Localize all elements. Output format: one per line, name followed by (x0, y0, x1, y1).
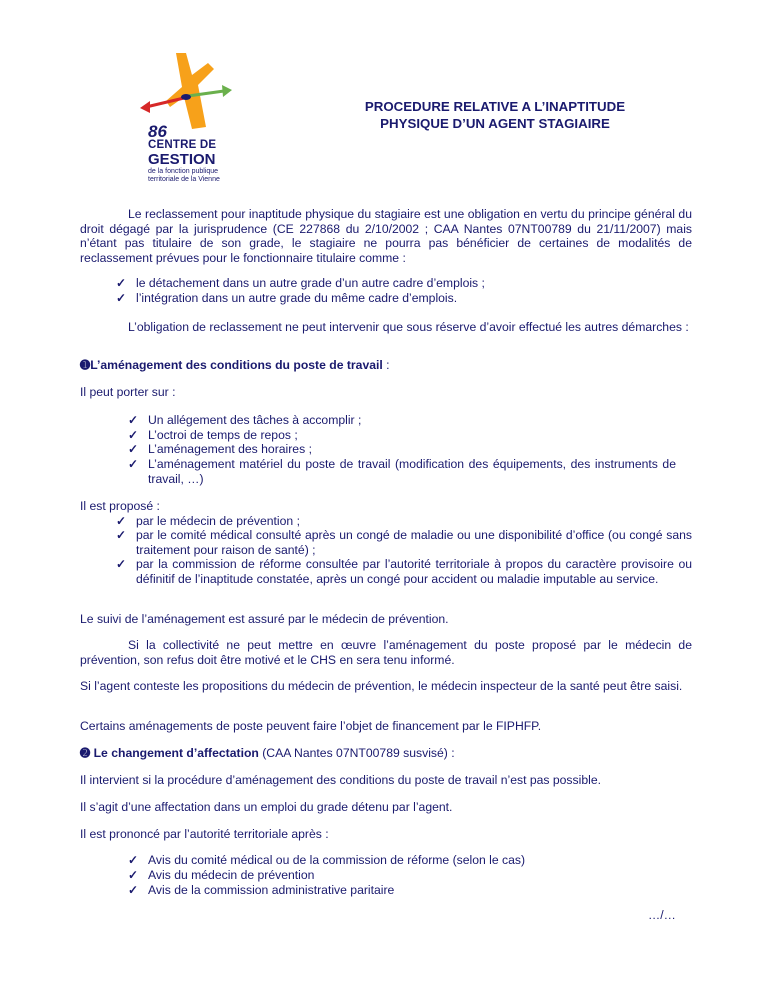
propose-label: Il est proposé : (80, 499, 160, 513)
intervient-paragraph: Il intervient si la procédure d’aménagement des conditions du poste de travail n’est pas possible. (80, 773, 601, 787)
section-2-heading: ➋ Le changement d’affectation (CAA Nantes 07NT00789 susvisé) : (80, 746, 455, 760)
number-1-icon: ➊ (80, 358, 91, 372)
list-item: ✓ L’aménagement des horaires ; (128, 442, 312, 456)
list-item: ✓ L’octroi de temps de repos ; (128, 428, 298, 442)
title-line-1: PROCEDURE RELATIVE A L’INAPTITUDE (364, 99, 626, 114)
logo-line-subtitle: de la fonction publique territoriale de la Vienne (148, 168, 220, 183)
title-line-2: PHYSIQUE D’UN AGENT STAGIAIRE (380, 116, 610, 131)
list-item: ✓ Avis du comité médical ou de la commission de réforme (selon le cas) (128, 853, 526, 867)
logo-line-gestion: GESTION (148, 151, 216, 168)
check-icon: ✓ (116, 276, 127, 290)
porter-label: Il peut porter sur : (80, 385, 176, 399)
check-icon: ✓ (128, 457, 139, 471)
list-item: ✓ par le comité médical consulté après un congé de maladie ou une disponibilité d’office (ou congé sans traitement pour raison de santé) ; (116, 528, 692, 557)
list-item: ✓ par la commission de réforme consultée par l’autorité territoriale à propos du caractère provisoire ou définitif de l’inaptitude constatée, après un congé pour accident ou maladie imputable au service. (116, 557, 692, 586)
check-icon: ✓ (128, 428, 139, 442)
number-2-icon: ➋ (80, 746, 91, 760)
check-icon: ✓ (128, 868, 139, 882)
check-icon: ✓ (116, 528, 127, 542)
list-item: ✓ par le médecin de prévention ; (116, 514, 300, 528)
check-icon: ✓ (128, 413, 139, 427)
list-item: ✓ le détachement dans un autre grade d’un autre cadre d’emplois ; (116, 276, 485, 290)
check-icon: ✓ (128, 442, 139, 456)
logo-line-centre: CENTRE DE (148, 139, 217, 151)
prononce-paragraph: Il est prononcé par l’autorité territoriale après : (80, 827, 329, 841)
collectivite-paragraph: Si la collectivité ne peut mettre en œuvre l’aménagement du poste proposé par le médecin de prévention, son refus doit être motivé et le CHS en sera tenu informé. (80, 638, 692, 667)
list-item: ✓ Avis de la commission administrative paritaire (128, 883, 395, 897)
check-icon: ✓ (116, 514, 127, 528)
affectation-paragraph: Il s’agit d’une affectation dans un emploi du grade détenu par l’agent. (80, 800, 453, 814)
logo-number: 86 (148, 122, 167, 141)
list-item: ✓ Un allégement des tâches à accomplir ; (128, 413, 362, 427)
suivi-paragraph: Le suivi de l’aménagement est assuré par le médecin de prévention. (80, 612, 449, 626)
check-icon: ✓ (128, 883, 139, 897)
check-icon: ✓ (116, 291, 127, 305)
list-item: ✓ Avis du médecin de prévention (128, 868, 315, 882)
continuation-marker: …/… (648, 908, 676, 922)
obligation-paragraph: L’obligation de reclassement ne peut intervenir que sous réserve d’avoir effectué les autres démarches : (128, 320, 689, 334)
section-1-heading: ➊L’aménagement des conditions du poste de travail : (80, 358, 390, 372)
financement-paragraph: Certains aménagements de poste peuvent faire l’objet de financement par le FIPHFP. (80, 719, 542, 733)
list-item: ✓ l’intégration dans un autre grade du même cadre d’emplois. (116, 291, 458, 305)
conteste-paragraph: Si l’agent conteste les propositions du médecin de prévention, le médecin inspecteur de la santé peut être saisi. (80, 679, 683, 693)
list-item: ✓ L’aménagement matériel du poste de travail (modification des équipements, des instruments de travail, …) (128, 457, 676, 486)
intro-paragraph: Le reclassement pour inaptitude physique du stagiaire est une obligation en vertu du principe général du droit dégagé par la jurisprudence (CE 227868 du 2/10/2002 ; CAA Nantes 07NT00789 du 21/11/2007) mais n’étant pas titulaire de son grade, le stagiaire ne pourra pas bénéficier de certaines de modalités de reclassement prévues pour le fonctionnaire titulaire comme : (80, 207, 692, 265)
check-icon: ✓ (128, 853, 139, 867)
page-title (300, 98, 690, 132)
check-icon: ✓ (116, 557, 127, 571)
